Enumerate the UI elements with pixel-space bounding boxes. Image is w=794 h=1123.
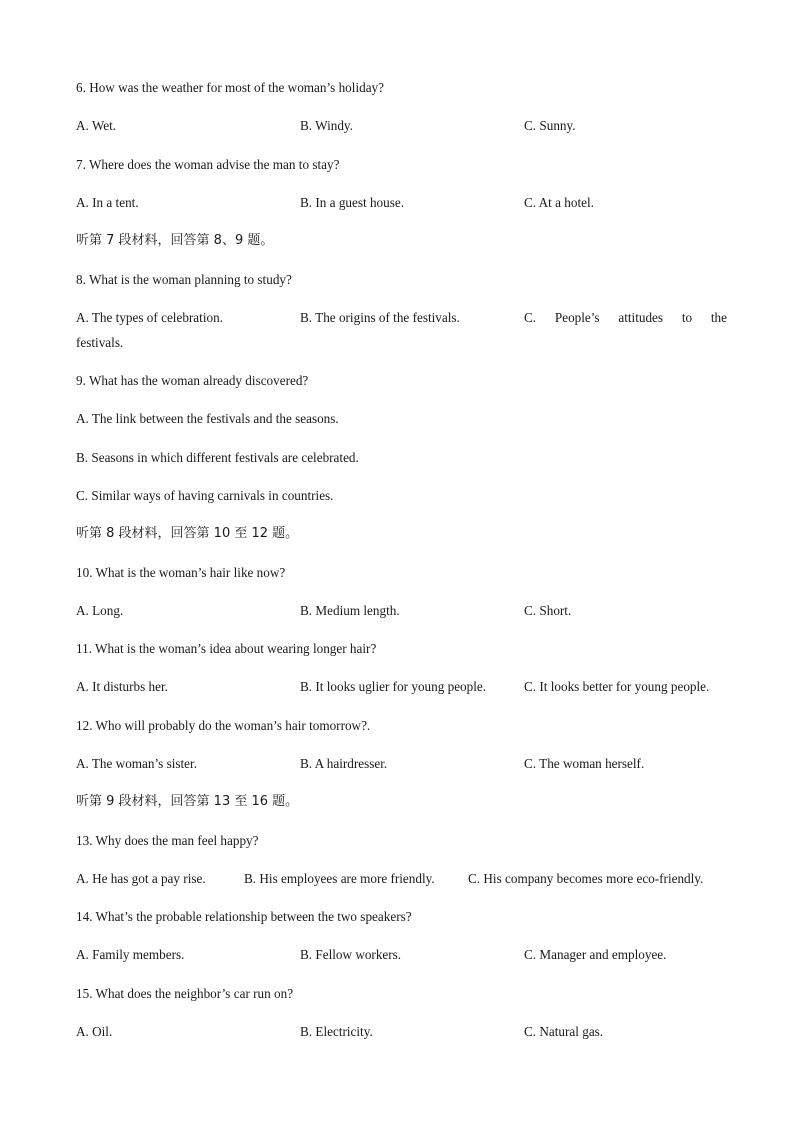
question-14-option-c: C. Manager and employee. bbox=[524, 947, 667, 962]
question-12-option-b: B. A hairdresser. bbox=[300, 756, 388, 771]
question-12-stem: 12. Who will probably do the woman’s hair tomorrow?. bbox=[76, 718, 371, 733]
question-12-option-a: A. The woman’s sister. bbox=[76, 756, 197, 771]
question-8-option-c-word: People’s bbox=[554, 310, 600, 325]
question-8-option-b: B. The origins of the festivals. bbox=[300, 310, 460, 325]
question-11-option-c: C. It looks better for young people. bbox=[524, 679, 710, 694]
section-heading-8: 听第 8 段材料，回答第 10 至 12 题。 bbox=[76, 526, 299, 541]
question-6-option-c: C. Sunny. bbox=[524, 118, 576, 133]
question-13-option-c: C. His company becomes more eco-friendly. bbox=[468, 871, 704, 886]
question-10-stem: 10. What is the woman’s hair like now? bbox=[76, 565, 286, 580]
question-7-option-a: A. In a tent. bbox=[76, 195, 139, 210]
question-10-option-c: C. Short. bbox=[524, 603, 572, 618]
question-15-option-a: A. Oil. bbox=[76, 1024, 113, 1039]
question-11-option-a: A. It disturbs her. bbox=[76, 679, 168, 694]
question-15-stem: 15. What does the neighbor’s car run on? bbox=[76, 986, 294, 1001]
question-8-option-c-continued: festivals. bbox=[76, 335, 124, 350]
question-9-option-c: C. Similar ways of having carnivals in countries. bbox=[76, 488, 334, 503]
question-13-option-b: B. His employees are more friendly. bbox=[244, 871, 435, 886]
question-9-option-b: B. Seasons in which different festivals are celebrated. bbox=[76, 450, 359, 465]
question-15-option-c: C. Natural gas. bbox=[524, 1024, 604, 1039]
question-13-stem: 13. Why does the man feel happy? bbox=[76, 833, 259, 848]
section-heading-7: 听第 7 段材料，回答第 8、9 题。 bbox=[76, 233, 274, 248]
question-8-option-c-word: attitudes bbox=[618, 310, 664, 325]
section-heading-9: 听第 9 段材料，回答第 13 至 16 题。 bbox=[76, 794, 299, 809]
question-14-option-b: B. Fellow workers. bbox=[300, 947, 402, 962]
question-13-option-a: A. He has got a pay rise. bbox=[76, 871, 206, 886]
question-15-option-b: B. Electricity. bbox=[300, 1024, 373, 1039]
question-10-option-a: A. Long. bbox=[76, 603, 124, 618]
question-8-option-c-word: to bbox=[681, 310, 693, 325]
question-7-option-b: B. In a guest house. bbox=[300, 195, 405, 210]
question-8-stem: 8. What is the woman planning to study? bbox=[76, 272, 292, 287]
question-11-stem: 11. What is the woman’s idea about wearing longer hair? bbox=[76, 641, 377, 656]
question-9-option-a: A. The link between the festivals and the seasons. bbox=[76, 411, 339, 426]
question-8-option-c bbox=[524, 310, 727, 326]
question-9-stem: 9. What has the woman already discovered? bbox=[76, 373, 309, 388]
question-6-option-a: A. Wet. bbox=[76, 118, 117, 133]
question-7-option-c: C. At a hotel. bbox=[524, 195, 594, 210]
question-6-option-b: B. Windy. bbox=[300, 118, 353, 133]
question-8-option-c-word: C. bbox=[524, 310, 537, 325]
question-8-option-a: A. The types of celebration. bbox=[76, 310, 223, 325]
question-11-option-b: B. It looks uglier for young people. bbox=[300, 679, 487, 694]
question-10-option-b: B. Medium length. bbox=[300, 603, 400, 618]
question-12-option-c: C. The woman herself. bbox=[524, 756, 645, 771]
question-6-stem: 6. How was the weather for most of the woman’s holiday? bbox=[76, 80, 384, 95]
question-7-stem: 7. Where does the woman advise the man to stay? bbox=[76, 157, 340, 172]
question-14-option-a: A. Family members. bbox=[76, 947, 185, 962]
question-8-option-c-word: the bbox=[710, 310, 727, 325]
question-14-stem: 14. What’s the probable relationship between the two speakers? bbox=[76, 909, 412, 924]
